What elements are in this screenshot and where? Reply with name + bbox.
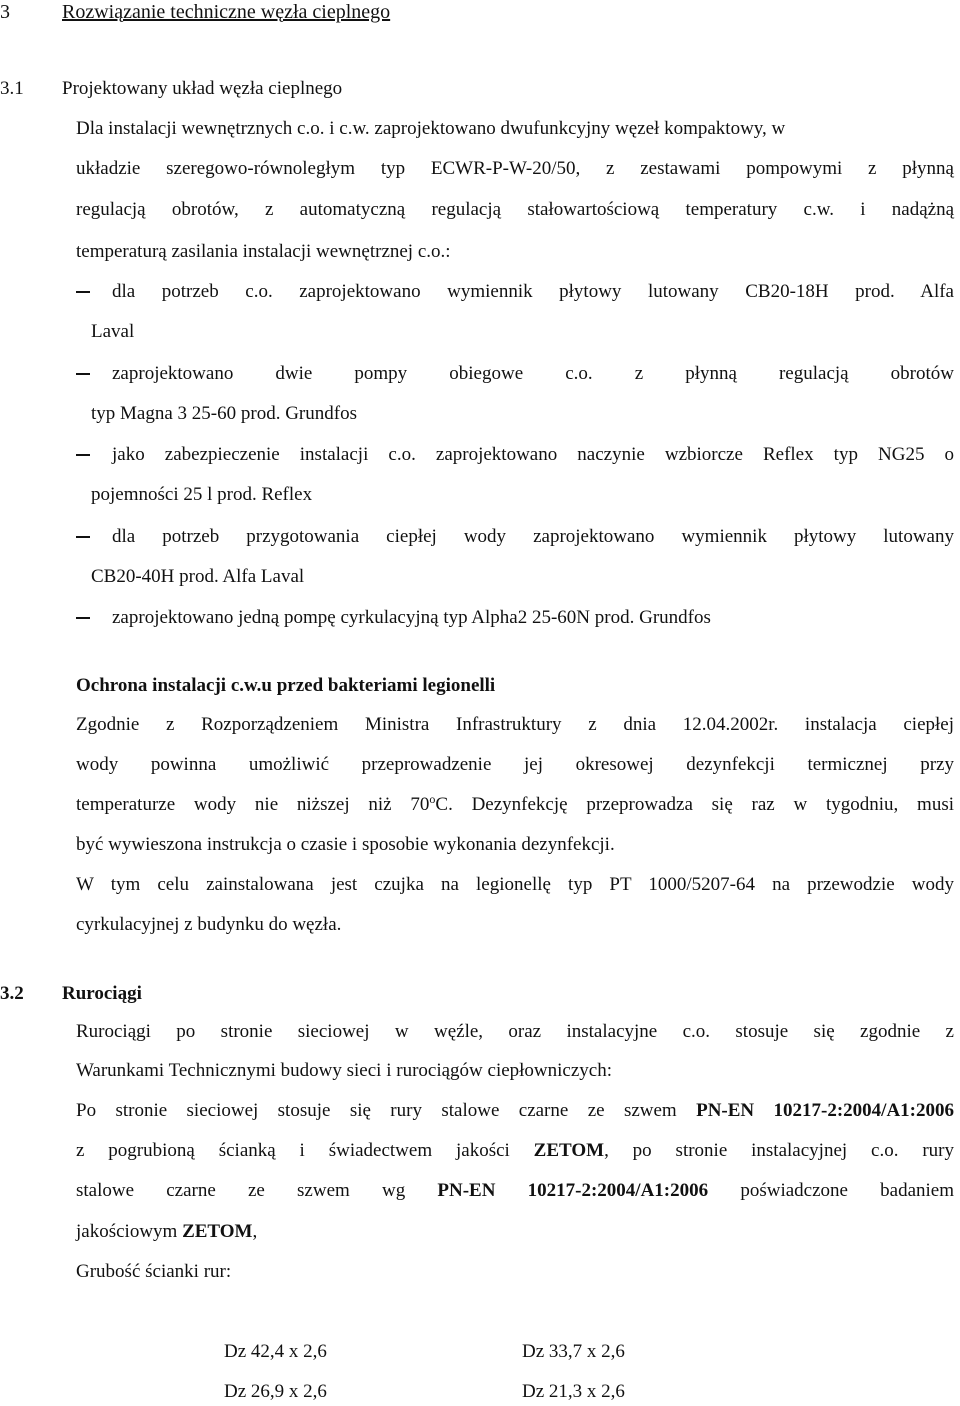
pipe-text: ,	[252, 1221, 258, 1242]
legionella-heading: Ochrona instalacji c.w.u przed bakteriami legionelli	[76, 675, 496, 696]
pipe-text: , po stronie instalacyjnej c.o. rury	[604, 1140, 954, 1161]
paragraph-line: cyrkulacyjnej z budynku do węzła.	[76, 914, 342, 935]
section-title: Rozwiązanie techniczne węzła cieplnego	[62, 1, 391, 23]
paragraph-line	[76, 1179, 954, 1203]
pipe-text: Po stronie sieciowej stosuje się rury stalowe czarne ze szwem	[76, 1100, 697, 1121]
temp-text: temperaturze wody nie niższej niż 70	[76, 794, 430, 815]
bullet-line: jako zabezpieczenie instalacji c.o. zaprojektowano naczynie wzbiorcze Reflex typ NG25 o	[112, 444, 954, 465]
section-number: 3	[0, 1, 10, 23]
bullet-line: CB20-40H prod. Alfa Laval	[91, 566, 305, 587]
temp-text-after: C. Dezynfekcję przeprowadza się raz w tygodniu, musi	[435, 794, 954, 815]
pipe-standard: PN-EN 10217-2:2004/A1:2006	[696, 1100, 955, 1121]
pipe-size: Dz 26,9 x 2,6	[224, 1381, 327, 1402]
pipe-standard: PN-EN 10217-2:2004/A1:2006	[437, 1180, 709, 1201]
bullet-dash	[76, 291, 90, 293]
paragraph-line: Zgodnie z Rozporządzeniem Ministra Infrastruktury z dnia 12.04.2002r. instalacja ciepłej	[76, 714, 954, 735]
paragraph-line: W tym celu zainstalowana jest czujka na legionellę typ PT 1000/5207-64 na przewodzie wody	[76, 874, 954, 895]
paragraph-line: wody powinna umożliwić przeprowadzenie jej okresowej dezynfekcji termicznej przy	[76, 754, 954, 775]
cert-name: ZETOM	[533, 1140, 605, 1161]
bullet-dash	[76, 373, 90, 375]
pipe-size: Dz 21,3 x 2,6	[522, 1381, 625, 1402]
bullet-line: typ Magna 3 25-60 prod. Grundfos	[91, 403, 357, 424]
bullet-line: dla potrzeb przygotowania ciepłej wody zaprojektowano wymiennik płytowy lutowany	[112, 526, 954, 547]
paragraph-line: Warunkami Technicznymi budowy sieci i rurociągów ciepłowniczych:	[76, 1060, 613, 1081]
pipe-text: z pogrubioną ścianką i świadectwem jakości	[76, 1140, 534, 1161]
paragraph-line	[76, 793, 954, 817]
pipe-text: stalowe czarne ze szwem wg	[76, 1180, 438, 1201]
paragraph-line: Rurociągi po stronie sieciowej w węźle, oraz instalacyjne c.o. stosuje się zgodnie z	[76, 1021, 954, 1042]
subsection-number: 3.1	[0, 78, 24, 99]
paragraph-line	[76, 1220, 257, 1244]
subsection-title: Projektowany układ węzła cieplnego	[62, 78, 343, 99]
paragraph-line: temperaturą zasilania instalacji wewnętrznej c.o.:	[76, 241, 451, 262]
paragraph-line	[76, 1099, 954, 1123]
bullet-line: pojemności 25 l prod. Reflex	[91, 484, 313, 505]
bullet-line: zaprojektowano jedną pompę cyrkulacyjną typ Alpha2 25-60N prod. Grundfos	[112, 607, 711, 628]
paragraph-line: Dla instalacji wewnętrznych c.o. i c.w. zaprojektowano dwufunkcyjny węzeł kompaktowy, w	[76, 118, 786, 139]
paragraph-line: układzie szeregowo-równoległym typ ECWR-P-W-20/50, z zestawami pompowymi z płynną	[76, 158, 954, 179]
bullet-dash	[76, 454, 90, 456]
bullet-dash	[76, 536, 90, 538]
cert-name: ZETOM	[182, 1221, 253, 1242]
bullet-line: dla potrzeb c.o. zaprojektowano wymiennik płytowy lutowany CB20-18H prod. Alfa	[112, 281, 954, 302]
pipe-size: Dz 42,4 x 2,6	[224, 1341, 327, 1362]
degree-sup: o	[429, 792, 436, 806]
pipe-text: poświadczone badaniem	[708, 1180, 955, 1201]
pipe-size: Dz 33,7 x 2,6	[522, 1341, 625, 1362]
paragraph-line: regulacją obrotów, z automatyczną regulacją stałowartościową temperatury c.w. i nadążną	[76, 199, 954, 220]
pipe-text: jakościowym	[76, 1221, 183, 1242]
bullet-dash	[76, 617, 90, 619]
bullet-line: Laval	[91, 321, 135, 342]
paragraph-line: być wywieszona instrukcja o czasie i sposobie wykonania dezynfekcji.	[76, 834, 615, 855]
bullet-line: zaprojektowano dwie pompy obiegowe c.o. z płynną regulacją obrotów	[112, 363, 954, 384]
subsection-title: Rurociągi	[62, 983, 142, 1004]
paragraph-line	[76, 1139, 954, 1163]
subsection-number: 3.2	[0, 983, 24, 1004]
thickness-label: Grubość ścianki rur:	[76, 1261, 232, 1282]
